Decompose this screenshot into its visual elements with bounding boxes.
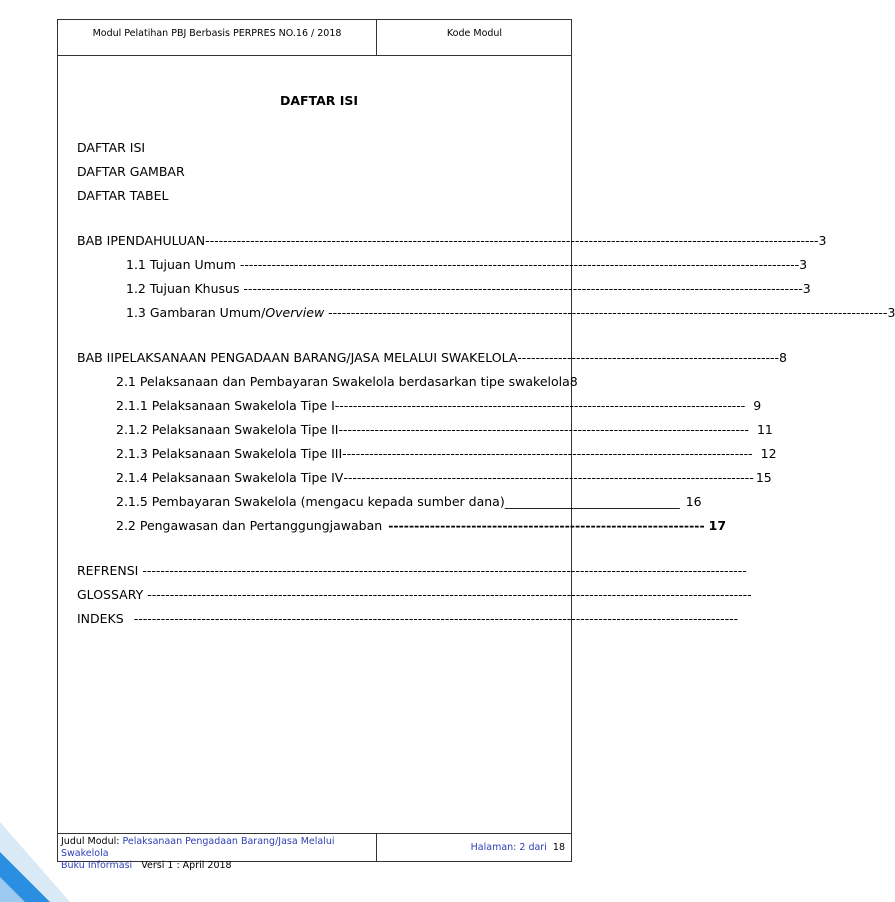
leader-dots: ---------------------------------------------------------------------------------------------------------------------------- [239,281,803,296]
entry-label: INDEKS [77,611,124,626]
module-code-label: Kode Modul [446,28,503,39]
entry-label: 1.1 Tujuan Umum [126,257,236,272]
page-ref: 8 [569,374,578,389]
front-item[interactable]: DAFTAR ISI [77,140,146,155]
entry-label: REFRENSI [77,563,139,578]
module-title: Modul Pelatihan PBJ Berbasis PERPRES NO.16 / 2018 [58,20,377,55]
entry-label: 2.1.3 Pelaksanaan Swakelola Tipe III [116,446,343,461]
toc-entry[interactable] [126,305,895,321]
entry-label-italic: Overview [265,305,325,320]
entry-label: 2.1.1 Pelaksanaan Swakelola Tipe I [116,398,335,413]
toc-entry[interactable] [126,257,808,273]
leader-dots: ------------------------------------------------------------------------------------------- [334,398,746,413]
entry-label: 2.1.5 Pembayaran Swakelola (mengacu kepada sumber dana) [116,494,505,509]
leader-dots: ------------------------------------------------------------------------------------------- [342,446,753,461]
leader-dots: ------------------------------------------------------------- [388,518,705,533]
toc-entry[interactable] [116,398,762,414]
page-ref: 15 [755,470,772,485]
chapter-title: PELAKSANAAN PENGADAAN BARANG/JASA MELALUI SWAKELOLA [114,350,518,365]
chapter-title: PENDAHULUAN [110,233,206,248]
buku-value: Informasi [87,860,133,871]
judul-value: Pelaksanaan Pengadaan Barang/Jasa Melalui Swakelola [61,836,335,859]
toc-entry[interactable] [126,281,811,297]
leader-dots: ------------------------------------------------------------------------------------------- [338,422,749,437]
page-ref: 16 [685,494,702,509]
leader-dots: ____________________________ [504,494,680,509]
page-ref: 11 [756,422,773,437]
toc-entry[interactable] [116,470,772,486]
leader-dots: -------------------------------------------------------------------------------------------------------------------------------------- [147,587,752,602]
page-ref: 3 [799,257,808,272]
page-number [378,834,571,861]
chapter-number: BAB II [77,350,115,365]
leader-dots: ------------------------------------------------------------------------------------------- [343,470,754,485]
leader-dots: ---------------------------------------------------------------------------------------------------------------------------- [235,257,800,272]
entry-label: 1.2 Tujuan Khusus [126,281,240,296]
toc-entry[interactable] [116,518,727,534]
toc-entry-glossary[interactable] [77,587,752,603]
page-ref: 9 [753,398,762,413]
toc-entry-refrensi[interactable] [77,563,747,579]
leader-dots: -------------------------------------------------------------------------------------------------------------------------------------- [142,563,747,578]
page-ref: 8 [779,350,787,365]
entry-label: GLOSSARY [77,587,144,602]
chapter-number: BAB I [77,233,111,248]
leader-dots: ---------------------------------------------------------- [517,350,780,365]
leader-dots: ---------------------------------------------------------------------------------------------------------------------------------------- [205,233,819,248]
leader-dots: ---------------------------------------------------------------------------------------------------------------------------- [324,305,888,320]
total-pages: 18 [552,842,565,853]
halaman-label: Halaman: 2 dari [470,842,547,853]
toc-entry-bab1[interactable] [77,233,827,249]
page-ref: 3 [802,281,811,296]
toc-entry[interactable] [116,374,578,390]
entry-label: 2.2 Pengawasan dan Pertanggungjawaban [116,518,383,533]
page-ref: 3 [818,233,827,248]
front-item[interactable]: DAFTAR TABEL [77,188,169,203]
toc-entry[interactable] [116,422,773,438]
page-ref: 17 [708,518,727,533]
footer-info [58,834,377,871]
toc-entry-indeks[interactable] [77,611,739,627]
page-footer [58,833,571,871]
buku-prefix: Buku [61,860,85,871]
toc-entry[interactable] [116,446,777,462]
leader-dots: -------------------------------------------------------------------------------------------------------------------------------------- [133,611,739,626]
entry-label: 2.1.2 Pelaksanaan Swakelola Tipe II [116,422,339,437]
page-ref: 12 [760,446,777,461]
entry-label: 2.1 Pelaksanaan dan Pembayaran Swakelola berdasarkan tipe swakelola [116,374,570,389]
front-item[interactable]: DAFTAR GAMBAR [77,164,185,179]
toc-entry-bab2[interactable] [77,350,787,366]
toc-entry[interactable] [116,494,702,510]
page-header [58,20,571,56]
entry-label-prefix: 1.3 Gambaran Umum/ [126,305,266,320]
versi-text: Versi 1 : April 2018 [141,860,232,871]
page-title: DAFTAR ISI [279,93,359,108]
entry-label: 2.1.4 Pelaksanaan Swakelola Tipe IV [116,470,344,485]
page-ref: 3 [887,305,895,320]
judul-label: Judul Modul: [61,836,120,847]
